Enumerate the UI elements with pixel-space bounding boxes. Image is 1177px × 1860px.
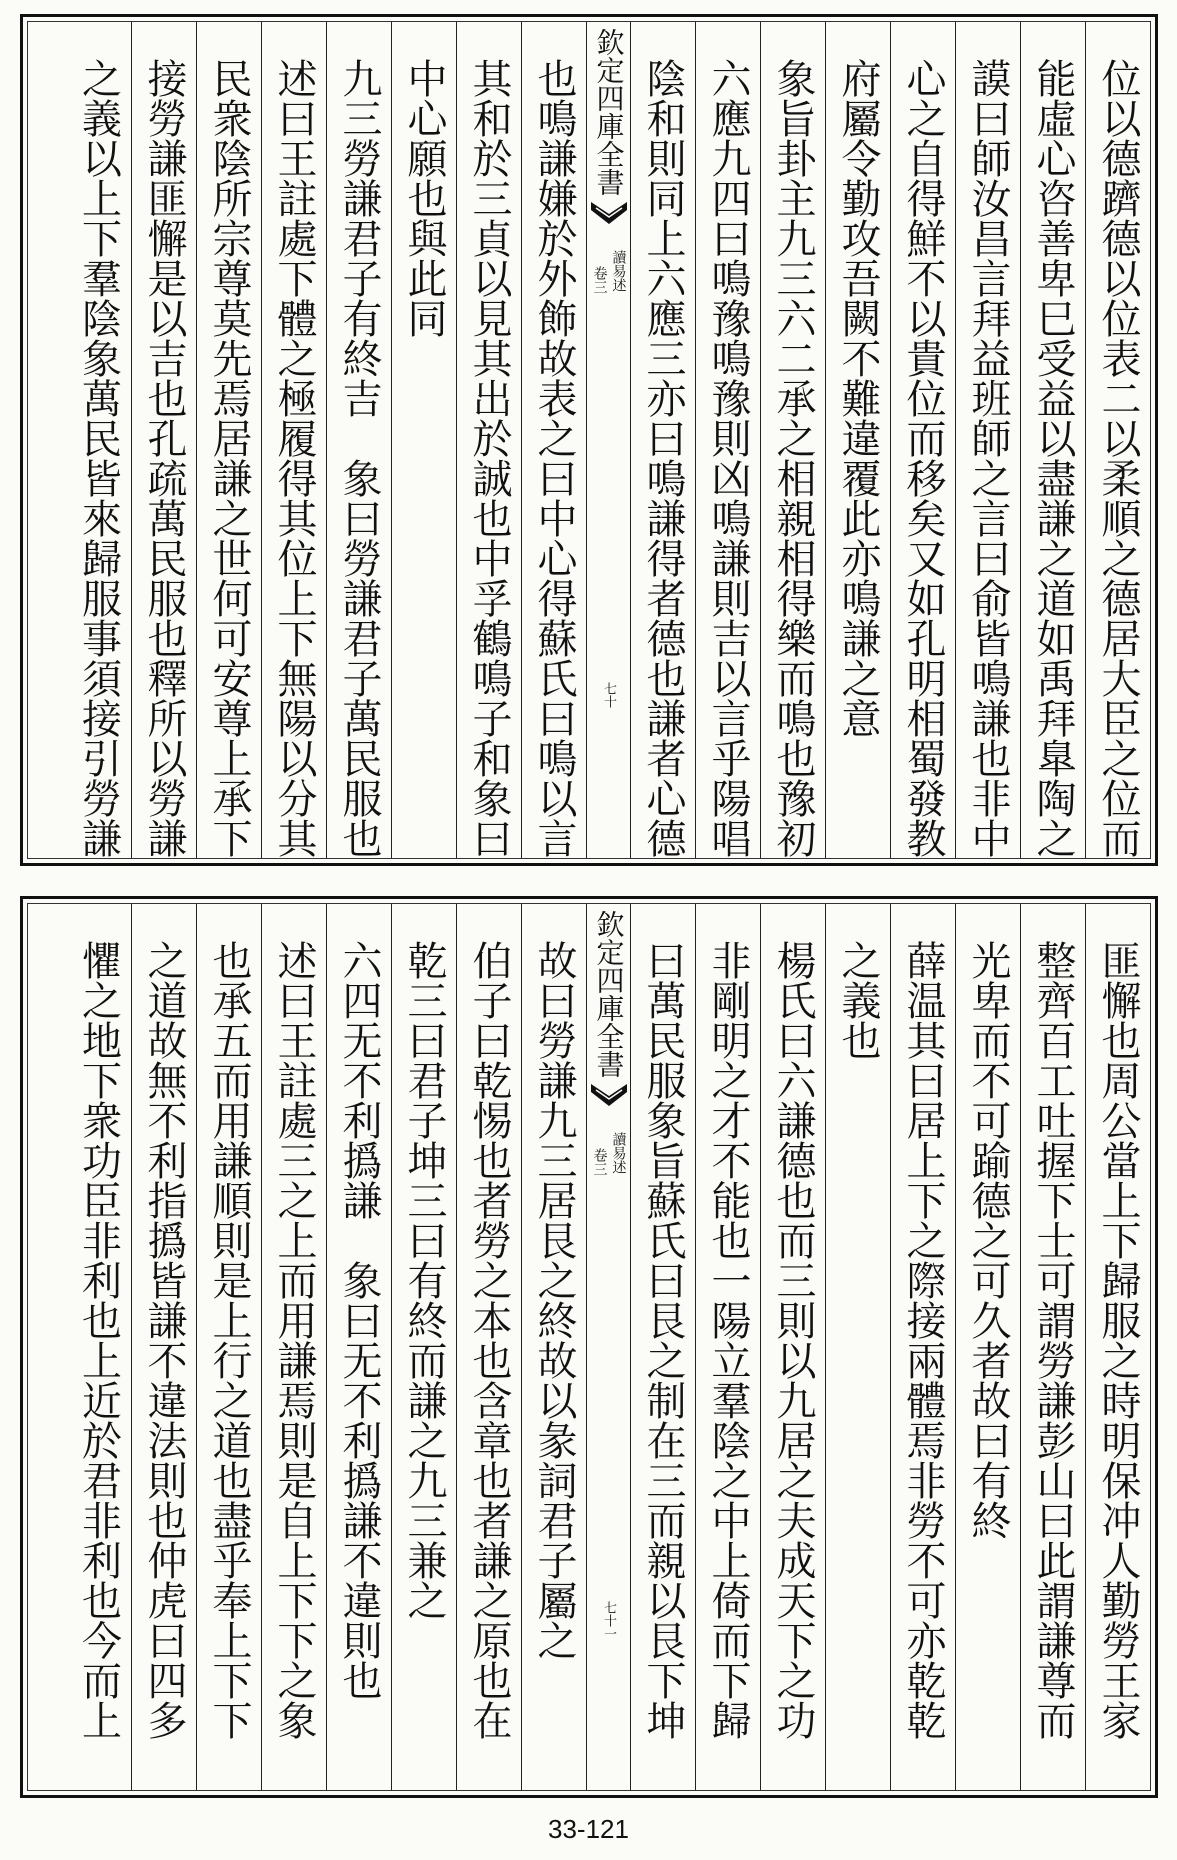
- text-column: [196, 904, 261, 1790]
- column-text: 心之自得鮮不以貴位而移矣又如孔明相蜀發教: [900, 58, 946, 858]
- column-text: 九三勞謙君子有終吉 象曰勞謙君子萬民服也: [336, 58, 382, 858]
- volume-label: 卷三: [591, 1148, 608, 1176]
- column-text: 薛温其曰居上下之際接兩體焉非勞不可亦乾乾: [900, 940, 946, 1740]
- column-text: 接勞謙匪懈是以吉也孔疏萬民服也釋所以勞謙: [141, 58, 187, 858]
- column-text: 故曰勞謙九三居艮之終故以彖詞君子屬之: [531, 940, 577, 1660]
- text-column: [890, 904, 955, 1790]
- center-fold-column: [586, 904, 630, 1790]
- text-column: [196, 22, 261, 858]
- column-text: 謨曰師汝昌言拜益班師之言曰俞皆鳴謙也非中: [965, 58, 1011, 858]
- column-text: 能虛心咨善卑巳受益以盡謙之道如禹拜臯陶之: [1030, 58, 1076, 858]
- volume-label: 卷三: [591, 266, 608, 294]
- fish-tail-ornament-icon: [590, 1082, 628, 1108]
- column-text: 民衆陰所宗尊莫先焉居謙之世何可安尊上承下: [206, 58, 252, 858]
- column-text: 懼之地下衆功臣非利也上近於君非利也今而上: [75, 940, 122, 1740]
- text-column: [326, 22, 391, 858]
- text-column: [326, 904, 391, 1790]
- column-text: 中心願也與此同: [401, 58, 447, 338]
- text-column: [1085, 22, 1150, 858]
- text-column: [521, 22, 586, 858]
- text-column: [695, 22, 760, 858]
- text-column: [456, 22, 521, 858]
- lower-page-columns: [28, 904, 1150, 1790]
- text-column: [1020, 22, 1085, 858]
- text-column: [760, 904, 825, 1790]
- column-text: 伯子曰乾惕也者勞之本也含章也者謙之原也在: [466, 940, 512, 1740]
- collection-title: 欽定四庫全書: [592, 910, 626, 1078]
- folio-number: 七十一: [601, 1601, 616, 1640]
- text-column: [66, 22, 131, 858]
- column-text: 也承五而用謙順則是上行之道也盡乎奉上下下: [206, 940, 252, 1740]
- text-column: [890, 22, 955, 858]
- column-text: 之義也: [835, 940, 881, 1060]
- column-text: 曰萬民服象旨蘇氏曰艮之制在三而親以艮下坤: [640, 940, 686, 1740]
- lower-page: [20, 896, 1158, 1798]
- fish-tail-ornament-icon: [590, 200, 628, 226]
- column-text: 象旨卦主九三六二承之相親相得樂而鳴也豫初: [770, 58, 816, 858]
- text-column: [521, 904, 586, 1790]
- column-text: 其和於三貞以見其出於誠也中孚鶴鳴子和象曰: [466, 58, 512, 858]
- text-column: [760, 22, 825, 858]
- text-column: [261, 22, 326, 858]
- column-text: 府屬令勤攻吾闕不難違覆此亦鳴謙之意: [835, 58, 881, 738]
- column-text: 非剛明之才不能也一陽立羣陰之中上倚而下歸: [705, 940, 751, 1740]
- upper-page-columns: [28, 22, 1150, 858]
- book-title: 讀易述: [610, 1132, 627, 1174]
- text-column: [391, 22, 456, 858]
- text-column: [630, 22, 695, 858]
- column-text: 也鳴謙嫌於外飾故表之曰中心得蘇氏曰鳴以言: [531, 58, 577, 858]
- text-column: [1020, 904, 1085, 1790]
- column-text: 六應九四曰鳴豫鳴豫則凶鳴謙則吉以言乎陽唱: [705, 58, 751, 858]
- text-column: [825, 22, 890, 858]
- text-column: [66, 904, 131, 1790]
- column-text: 楊氏曰六謙德也而三則以九居之夫成天下之功: [770, 940, 816, 1740]
- upper-page: [20, 14, 1158, 866]
- text-column: [955, 904, 1020, 1790]
- column-text: 述曰王註處下體之極履得其位上下無陽以分其: [271, 58, 317, 858]
- text-column: [131, 22, 196, 858]
- book-title: 讀易述: [610, 250, 627, 292]
- text-column: [261, 904, 326, 1790]
- text-column: [630, 904, 695, 1790]
- column-text: 陰和則同上六應三亦曰鳴謙得者德也謙者心德: [640, 58, 686, 858]
- column-text: 乾三曰君子坤三曰有終而謙之九三兼之: [401, 940, 447, 1620]
- text-column: [955, 22, 1020, 858]
- column-text: 光卑而不可踰德之可久者故曰有終: [965, 940, 1011, 1540]
- column-text: 六四无不利撝謙 象曰无不利撝謙不違則也: [336, 940, 382, 1700]
- column-text: 之義以上下羣陰象萬民皆來歸服事須接引勞謙: [75, 58, 122, 858]
- column-text: 位以德躋德以位表二以柔順之德居大臣之位而: [1095, 58, 1141, 858]
- text-column: [695, 904, 760, 1790]
- text-column: [131, 904, 196, 1790]
- text-column: [825, 904, 890, 1790]
- text-column: [456, 904, 521, 1790]
- center-fold-column: [586, 22, 630, 858]
- text-column: [1085, 904, 1150, 1790]
- column-text: 整齊百工吐握下士可謂勞謙彭山曰此謂謙尊而: [1030, 940, 1076, 1740]
- text-column: [391, 904, 456, 1790]
- folio-number: 七十: [601, 682, 616, 708]
- collection-title: 欽定四庫全書: [592, 28, 626, 196]
- column-text: 之道故無不利指撝皆謙不違法則也仲虎曰四多: [141, 940, 187, 1740]
- page-number: 33-121: [548, 1814, 629, 1844]
- column-text: 述曰王註處三之上而用謙焉則是自上下下之象: [271, 940, 317, 1740]
- column-text: 匪懈也周公當上下歸服之時明保冲人勤勞王家: [1095, 940, 1141, 1740]
